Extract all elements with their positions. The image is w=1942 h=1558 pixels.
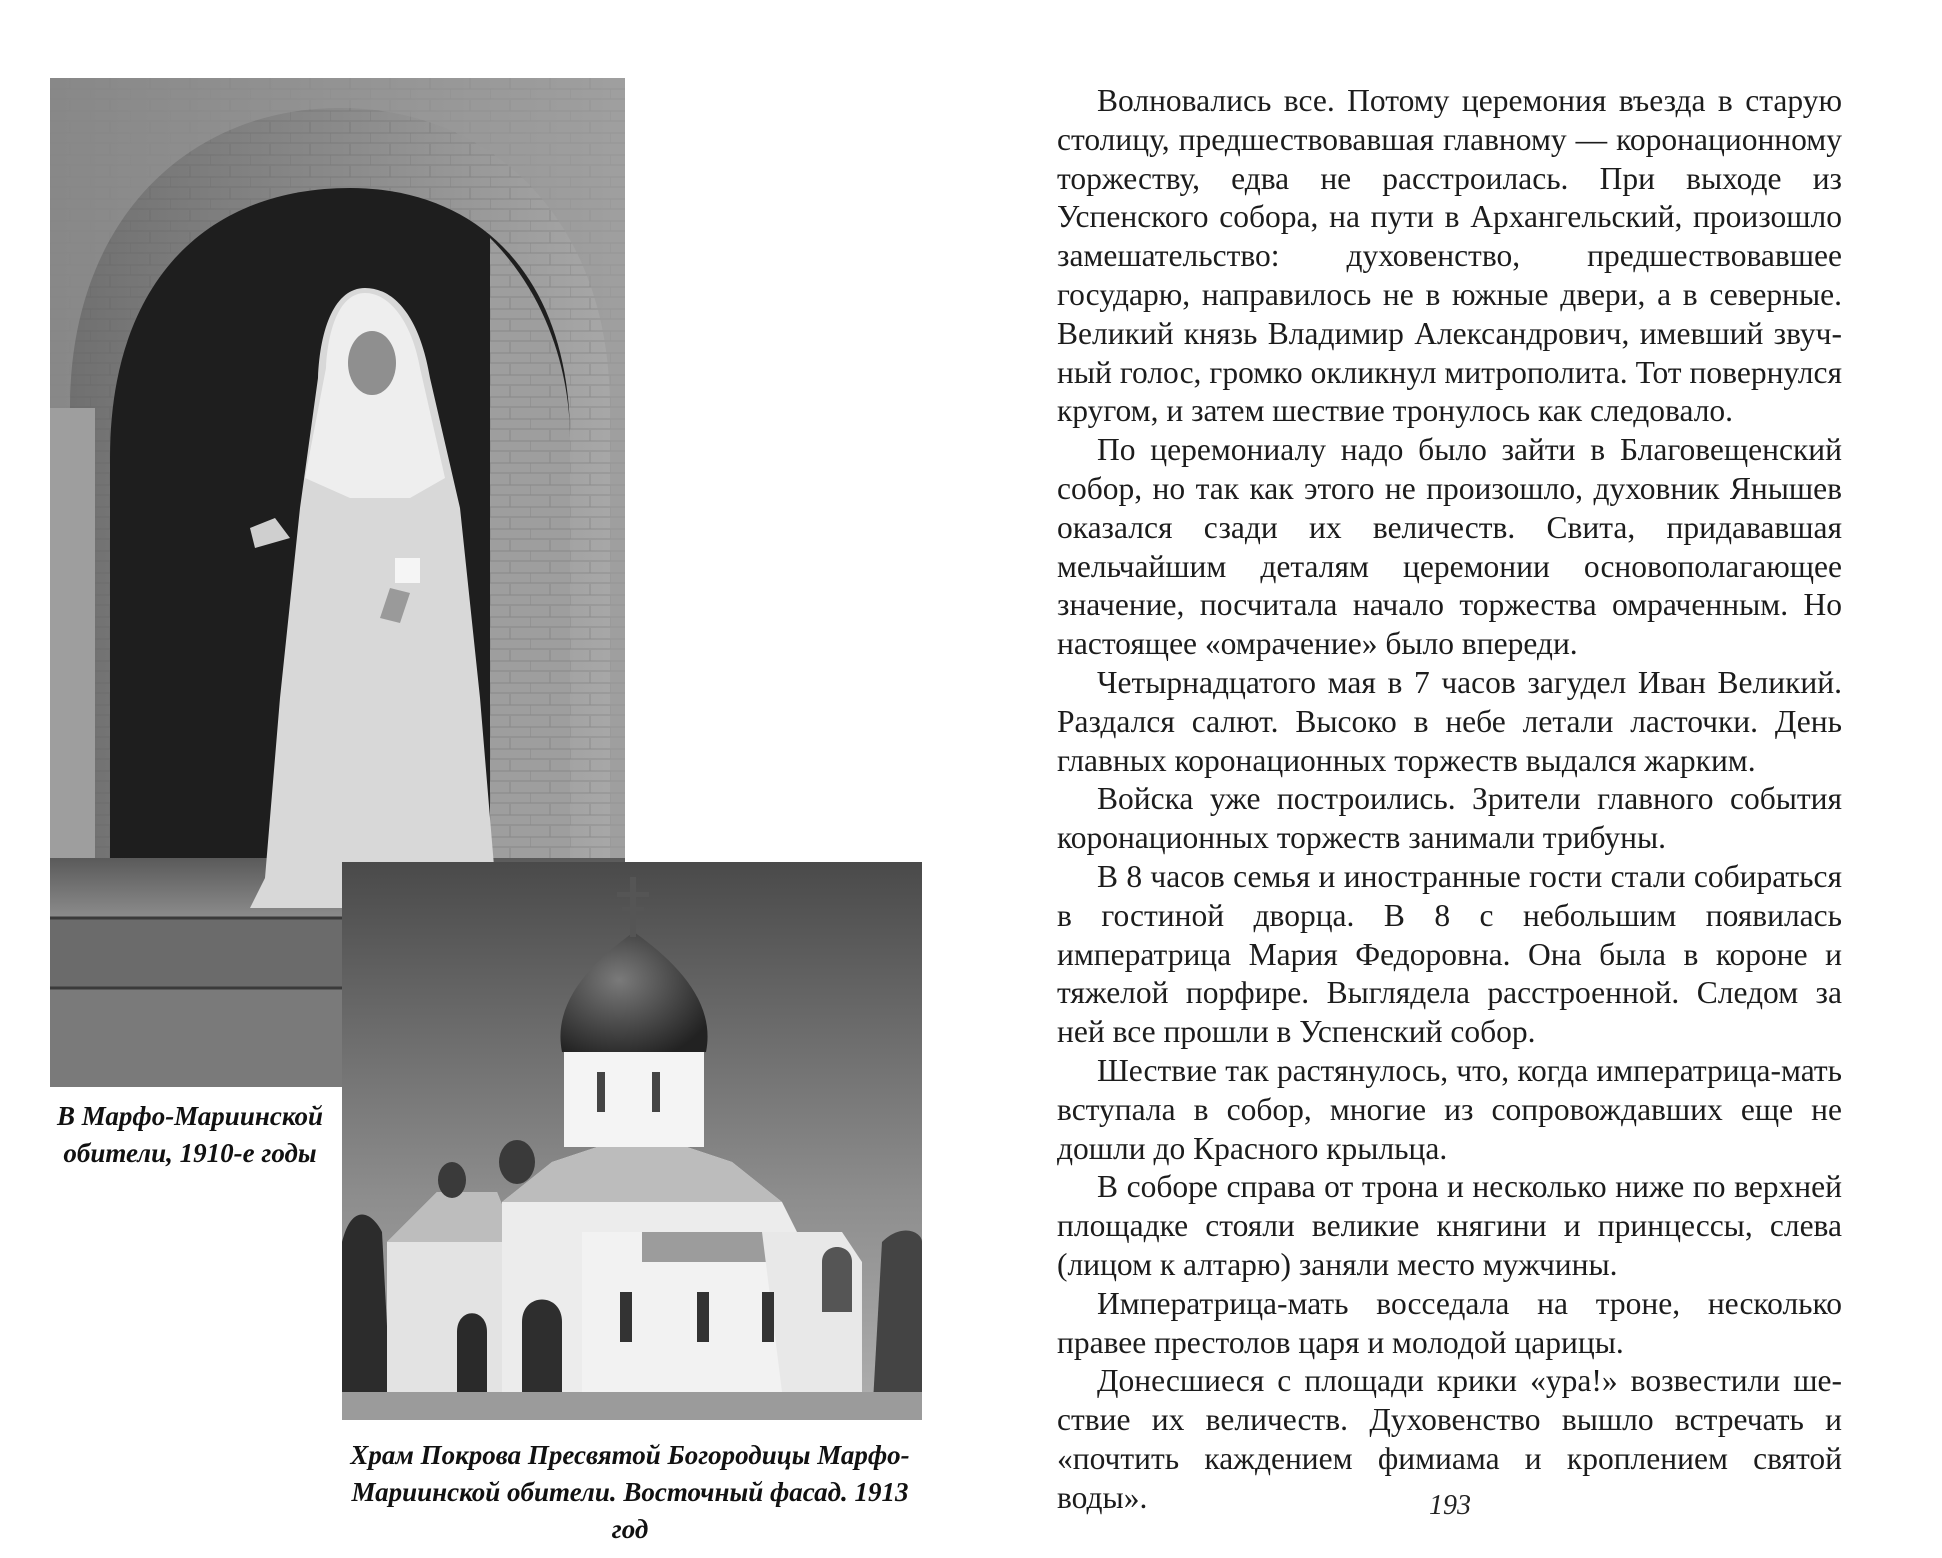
page-number: 193: [1429, 1490, 1471, 1521]
photo-church-illustration: [342, 862, 922, 1420]
body-text-column: [1057, 82, 1842, 1517]
photo-church-east-facade: [342, 862, 922, 1420]
paragraph: Императрица-мать восседала на троне, несколько правее престолов царя и молодой царицы.: [1057, 1285, 1842, 1360]
caption-church-photo: Храм Покрова Пресвятой Богородицы Марфо-Мариинской обители. Восточный фасад. 1913 год: [350, 1440, 910, 1544]
paragraph: Донесшиеся с площади крики «ура!» возвестили шествие их величеств. Духовенство вышло встречать и «почтить каждением фимиама и кроплением святой воды».: [1057, 1363, 1842, 1515]
paragraph: Четырнадцатого мая в 7 часов загудел Иван Великий. Раздался салют. Высоко в небе летали ласточки. День главных коронационных торжеств выдался жарким.: [1057, 664, 1842, 778]
caption-nun-photo: В Марфо-Мариинской обители, 1910-е годы: [56, 1101, 323, 1168]
paragraph: Войска уже построились. Зрители главного события коронационных торжеств занимали трибуны.: [1057, 781, 1842, 856]
paragraph: По церемониалу надо было зайти в Благовещенский собор, но так как этого не произошло, духовник Янышев оказался сзади их величеств. Свита, придававшая мельчайшим деталям церемонии основополагающее значение, посчитала начало торжества омраченным. Но настоящее «омрачение» было впереди.: [1057, 432, 1842, 662]
paragraph: Волновались все. Потому церемония въезда в старую столицу, предшествовавшая главному — коронационному торжеству, едва не расстроилась. При выходе из Успенского собора, на пути в Архангельский, произошло замешательство: духовенство, предшествовавшее государю, направилось не в южные двери, а в северные. Великий князь Владимир Александрович, имевший звучный голос, громко окликнул митрополита. Тот повернулся кругом, и затем шествие тронулось как следовало.: [1057, 83, 1842, 429]
paragraph: В 8 часов семья и иностранные гости стали собираться в гостиной дворца. В 8 с небольшим появилась императрица Мария Федоровна. Она была в короне и тяжелой порфире. Выглядела расстроенной. Следом за ней все прошли в Успенский собор.: [1057, 858, 1842, 1050]
paragraph: Шествие так растянулось, что, когда императрица-мать вступала в собор, многие из сопровождавших еще не дошли до Красного крыльца.: [1057, 1052, 1842, 1166]
paragraph: В соборе справа от трона и несколько ниже по верхней площадке стояли великие княгини и принцессы, слева (лицом к алтарю) заняли место мужчины.: [1057, 1169, 1842, 1282]
